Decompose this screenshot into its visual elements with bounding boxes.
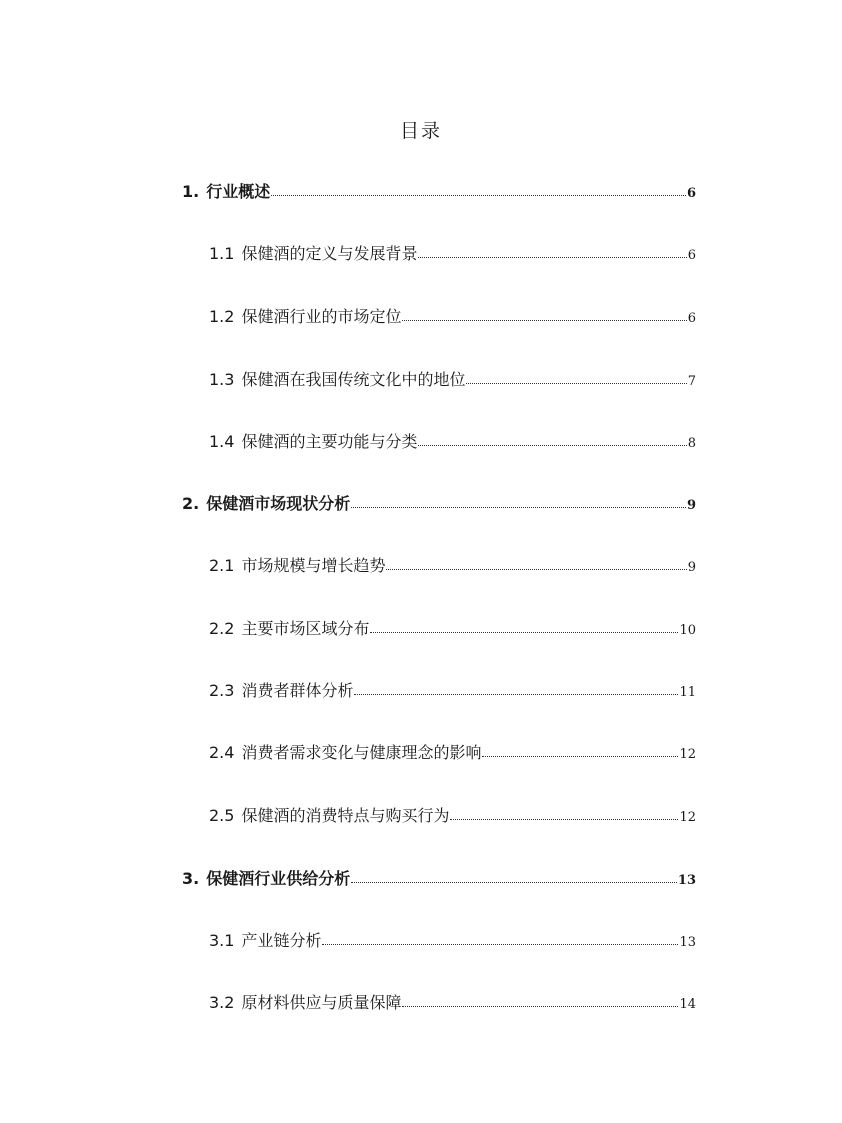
toc-entry-number: 2.2 (209, 619, 235, 638)
toc-entry-page: 6 (687, 311, 696, 326)
toc-entry-page: 8 (687, 436, 696, 451)
toc-entry-text: 保健酒在我国传统文化中的地位 (241, 370, 466, 389)
toc-entry-text: 主要市场区域分布 (241, 619, 370, 638)
toc-entry[interactable] (209, 553, 696, 577)
toc-entry-page: 12 (679, 810, 696, 825)
toc-entry-page: 6 (686, 186, 696, 201)
dot-leader (466, 383, 686, 384)
toc-entry[interactable] (182, 491, 696, 515)
dot-leader (370, 632, 678, 633)
toc-entry-text: 保健酒的定义与发展背景 (241, 244, 418, 263)
dot-leader (450, 819, 678, 820)
toc-entry-page: 9 (687, 560, 696, 575)
dot-leader (402, 1006, 678, 1007)
dot-leader (418, 445, 686, 446)
toc-entry-page: 12 (679, 747, 696, 762)
toc-entry-text: 消费者需求变化与健康理念的影响 (241, 743, 482, 762)
toc-entry-page: 10 (679, 623, 696, 638)
toc-entry-text: 保健酒行业的市场定位 (241, 307, 402, 326)
toc-entry-text: 保健酒市场现状分析 (206, 494, 351, 513)
toc-entry[interactable] (209, 928, 696, 952)
toc-entry-text: 保健酒的主要功能与分类 (241, 432, 418, 451)
toc-title: 目录 (399, 120, 442, 142)
toc-entry[interactable] (209, 616, 696, 640)
toc-entry-number: 2. (182, 494, 200, 513)
toc-entry-number: 1.4 (209, 432, 235, 451)
toc-entry-text: 原材料供应与质量保障 (241, 993, 402, 1012)
toc-entry-page: 14 (679, 997, 696, 1012)
toc-entry-page: 11 (679, 685, 696, 700)
dot-leader (271, 195, 686, 196)
toc-entry[interactable] (209, 429, 696, 453)
toc-entry[interactable] (209, 241, 696, 265)
toc-entry-number: 1.1 (209, 244, 235, 263)
toc-entry-text: 保健酒的消费特点与购买行为 (241, 806, 450, 825)
toc-entry[interactable] (182, 866, 696, 890)
dot-leader (351, 507, 686, 508)
toc-entry-number: 2.3 (209, 681, 235, 700)
toc-entry-number: 2.4 (209, 743, 235, 762)
dot-leader (322, 944, 678, 945)
toc-entry[interactable] (209, 803, 696, 827)
toc-entry[interactable] (209, 304, 696, 328)
toc-entry-number: 2.1 (209, 556, 235, 575)
toc-entry-number: 3. (182, 869, 200, 888)
toc-entry-number: 3.2 (209, 993, 235, 1012)
toc-entry-number: 2.5 (209, 806, 235, 825)
dot-leader (386, 569, 686, 570)
toc-entry-text: 保健酒行业供给分析 (206, 869, 351, 888)
dot-leader (482, 756, 678, 757)
dot-leader (418, 257, 686, 258)
dot-leader (351, 882, 677, 883)
toc-entry-page: 13 (679, 935, 696, 950)
toc-entry-number: 3.1 (209, 931, 235, 950)
dot-leader (354, 694, 678, 695)
toc-entry-number: 1. (182, 182, 200, 201)
toc-entry-text: 行业概述 (206, 182, 271, 201)
toc-entry-page: 7 (687, 374, 696, 389)
toc-entry-number: 1.3 (209, 370, 235, 389)
toc-entry[interactable] (209, 990, 696, 1014)
toc-entry-page: 13 (677, 873, 696, 888)
toc-entry-number: 1.2 (209, 307, 235, 326)
toc-entry-page: 6 (687, 248, 696, 263)
toc-entry[interactable] (209, 740, 696, 764)
toc-entry[interactable] (209, 678, 696, 702)
toc-entry-text: 产业链分析 (241, 931, 322, 950)
toc-entry-text: 消费者群体分析 (241, 681, 354, 700)
toc-entry[interactable] (182, 179, 696, 203)
toc-entry-page: 9 (686, 498, 696, 513)
toc-entry-text: 市场规模与增长趋势 (241, 556, 386, 575)
toc-entry[interactable] (209, 367, 696, 391)
dot-leader (402, 320, 686, 321)
